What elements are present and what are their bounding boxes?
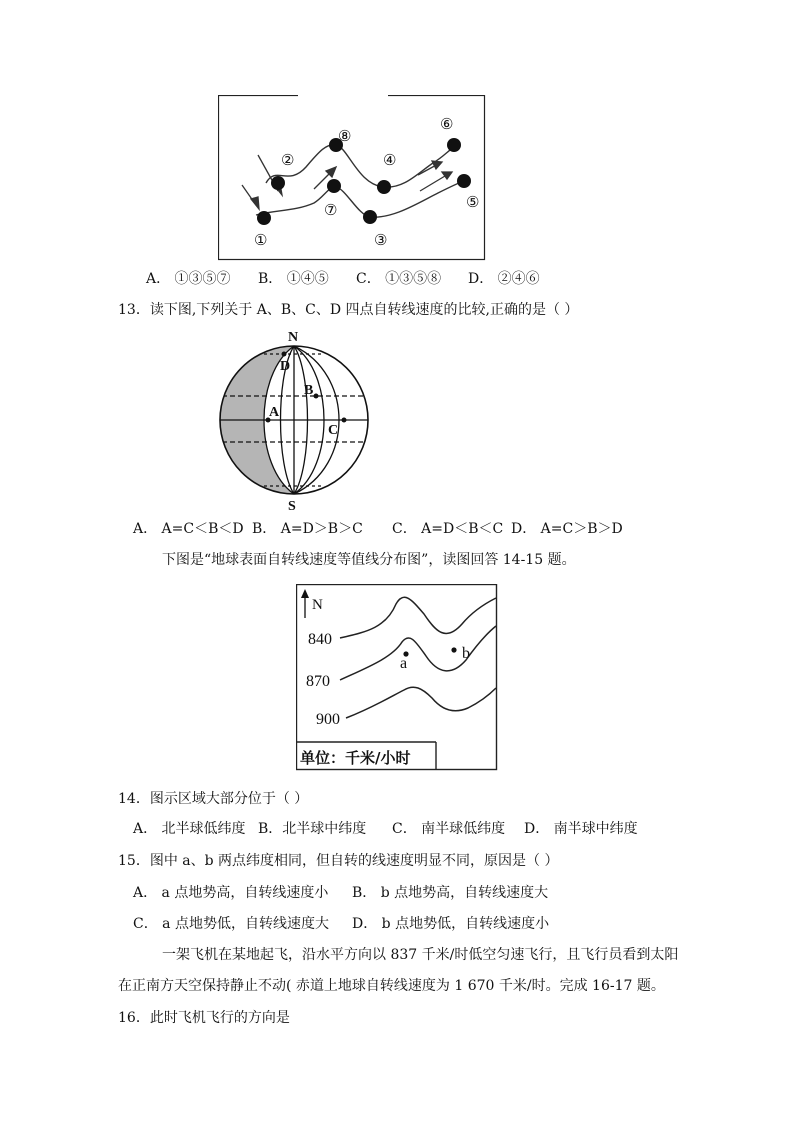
label-7: ⑦	[324, 203, 338, 219]
label-1: ①	[254, 233, 268, 249]
label-3: ③	[374, 233, 388, 249]
q13-option-d: D． A=C＞B＞D	[511, 521, 623, 537]
q12-option-b: B． ①④⑤	[258, 271, 329, 287]
q15-option-a: A． a 点地势高，自转线速度小	[133, 885, 329, 901]
globe-diagram	[214, 326, 374, 516]
q14-option-b: B．北半球中纬度	[258, 821, 367, 837]
globe-label-n: N	[288, 330, 299, 345]
q13-option-a: A． A=C＜B＜D	[133, 521, 244, 537]
globe-label-d: D	[280, 359, 291, 374]
q14-option-d: D． 南半球中纬度	[524, 821, 638, 837]
globe-label-s: S	[288, 499, 296, 514]
q12-option-c: C． ①③⑤⑧	[356, 271, 442, 287]
isoline-870: 870	[306, 673, 330, 690]
q13-stem: 13．读下图,下列关于 A、B、C、D 四点自转线速度的比较,正确的是（ ）	[118, 302, 579, 318]
isoline-900: 900	[316, 711, 340, 728]
intro-14-15: 下图是“地球表面自转线速度等值线分布图”，读图回答 14-15 题。	[162, 552, 576, 568]
wave-diagram	[218, 95, 486, 261]
label-2: ②	[281, 153, 295, 169]
label-8: ⑧	[338, 129, 352, 145]
q15-option-b: B． b 点地势高，自转线速度大	[352, 885, 549, 901]
north-label: N	[312, 597, 323, 613]
q16-stem: 16．此时飞机飞行的方向是	[118, 1010, 290, 1026]
globe-label-c: C	[328, 423, 339, 438]
label-6: ⑥	[440, 117, 454, 133]
globe-label-b: B	[304, 383, 314, 398]
q15-stem: 15．图中 a、b 两点纬度相同，但自转的线速度明显不同，原因是（ ）	[118, 853, 559, 869]
passage-line-1: 一架飞机在某地起飞，沿水平方向以 837 千米/时低空匀速飞行，且飞行员看到太阳	[162, 947, 679, 963]
q15-option-c: C． a 点地势低，自转线速度大	[133, 916, 329, 932]
unit-label: 单位：千米/小时	[300, 749, 411, 767]
globe-label-a: A	[269, 405, 280, 420]
q12-option-d: D． ②④⑥	[468, 271, 540, 287]
q12-option-a: A． ①③⑤⑦	[146, 271, 231, 287]
passage-line-2: 在正南方天空保持静止不动( 赤道上地球自转线速度为 1 670 千米/时。完成 16-17 题。	[118, 978, 665, 994]
isoline-map	[296, 584, 498, 772]
label-4: ④	[383, 153, 397, 169]
label-5: ⑤	[466, 195, 480, 211]
q13-option-b: B． A=D＞B＞C	[252, 521, 363, 537]
isoline-840: 840	[308, 631, 332, 648]
q13-option-c: C． A=D＜B＜C	[392, 521, 504, 537]
point-a-label: a	[400, 655, 408, 672]
q14-option-c: C． 南半球低纬度	[392, 821, 506, 837]
point-b-label: b	[462, 645, 470, 662]
q15-option-d: D． b 点地势低，自转线速度小	[352, 916, 550, 932]
q14-option-a: A． 北半球低纬度	[133, 821, 246, 837]
q14-stem: 14．图示区域大部分位于（ ）	[118, 791, 309, 807]
